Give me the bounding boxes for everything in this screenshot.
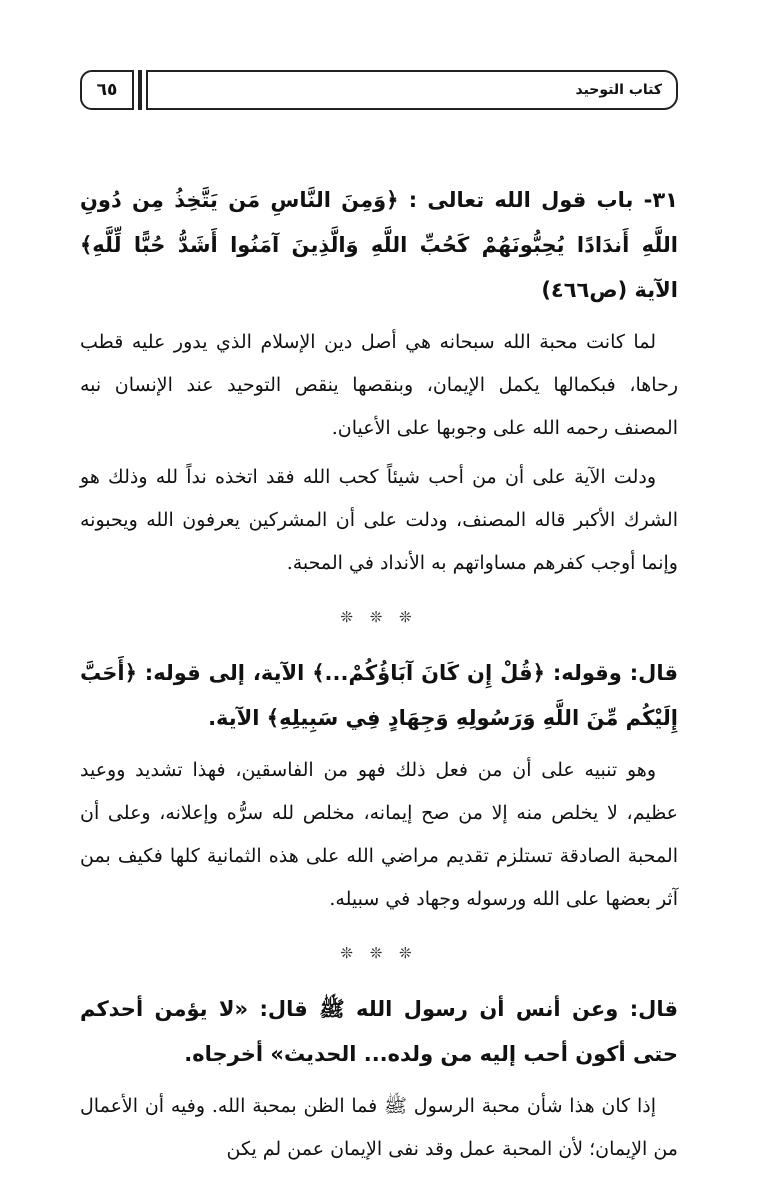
section-heading: ٣١- باب قول الله تعالى : ﴿وَمِنَ النَّاسِ مَن يَتَّخِذُ مِن دُونِ اللَّهِ أَندَادًا يُحِبُّونَهُمْ كَحُبِّ اللَّهِ وَالَّذِينَ آمَنُوا أَشَدُّ حُبًّا لِّلَّهِ﴾ الآية (ص٤٦٦): [80, 188, 678, 302]
page-content: [80, 178, 678, 1177]
section-separator: ❊ ❊ ❊: [340, 944, 418, 962]
page-number: ٦٥: [80, 70, 134, 110]
section-separator: ❊ ❊ ❊: [340, 608, 418, 626]
paragraph: ودلت الآية على أن من أحب شيئاً كحب الله فقد اتخذه نداً لله وذلك هو الشرك الأكبر قاله المصنف، ودلت على أن المشركين يعرفون الله ويحبونه وإنما أوجب كفرهم مساواتهم به الأنداد في المحبة.: [80, 466, 678, 574]
book-title: كتاب التوحيد: [146, 70, 678, 110]
section-heading: قال: وقوله: ﴿قُلْ إِن كَانَ آبَاؤُكُمْ...﴾ الآية، إلى قوله: ﴿أَحَبَّ إِلَيْكُم مِّنَ اللَّهِ وَرَسُولِهِ وَجِهَادٍ فِي سَبِيلِهِ﴾ الآية.: [80, 661, 678, 730]
paragraph: لما كانت محبة الله سبحانه هي أصل دين الإسلام الذي يدور عليه قطب رحاها، فبكمالها يكمل الإيمان، وبنقصها ينقص التوحيد عند الإنسان نبه المصنف رحمه الله على وجوبها على الأعيان.: [80, 331, 678, 439]
paragraph: وهو تنبيه على أن من فعل ذلك فهو من الفاسقين، فهذا تشديد ووعيد عظيم، لا يخلص منه إلا من صح إيمانه، مخلص لله سرُّه وإعلانه، وعلى أن المحبة الصادقة تستلزم تقديم مراضي الله على هذه الثمانية كلها فكيف بمن آثر بعضها على الله ورسوله وجهاد في سبيله.: [80, 759, 678, 910]
page-header: [80, 70, 678, 114]
paragraph: إذا كان هذا شأن محبة الرسول ﷺ فما الظن بمحبة الله. وفيه أن الأعمال من الإيمان؛ لأن المحبة عمل وقد نفى الإيمان عمن لم يكن: [80, 1095, 678, 1160]
section-heading: قال: وعن أنس أن رسول الله ﷺ قال: «لا يؤمن أحدكم حتى أكون أحب إليه من ولده... الحديث» أخرجاه.: [80, 997, 678, 1066]
